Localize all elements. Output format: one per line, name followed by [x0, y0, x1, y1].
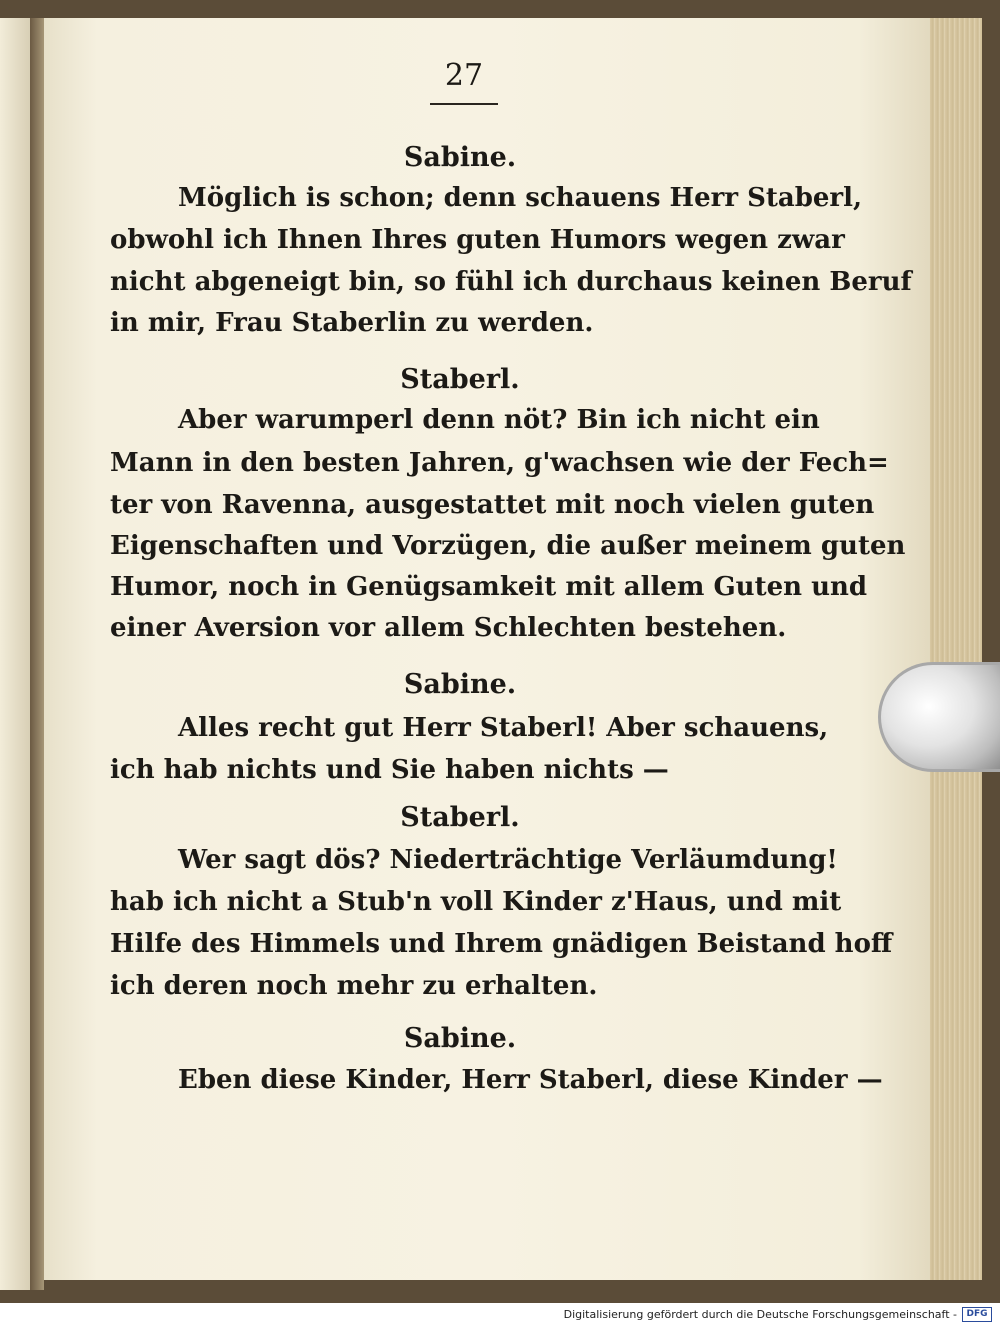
text-line: ter von Ravenna, ausgestattet mit noch vielen guten: [110, 490, 875, 520]
page-clip-tab: [878, 662, 1000, 772]
text-line: Eben diese Kinder, Herr Staberl, diese Kinder —: [178, 1065, 883, 1095]
text-line: ich hab nichts und Sie haben nichts —: [110, 755, 669, 785]
speaker-name: Staberl.: [400, 364, 520, 395]
text-line: Hilfe des Himmels und Ihrem gnädigen Beistand hoff: [110, 929, 893, 959]
text-line: einer Aversion vor allem Schlechten bestehen.: [110, 613, 787, 643]
text-line: Aber warumperl denn nöt? Bin ich nicht ein: [178, 405, 820, 435]
left-page-edge: [0, 18, 30, 1290]
page-number: 27: [444, 58, 484, 93]
book-gutter: [30, 18, 44, 1290]
text-line: Alles recht gut Herr Staberl! Aber schauens,: [178, 713, 829, 743]
text-line: Mann in den besten Jahren, g'wachsen wie der Fech=: [110, 448, 889, 478]
page-number-rule: [430, 103, 498, 105]
speaker-name: Sabine.: [403, 1023, 517, 1054]
text-line: in mir, Frau Staberlin zu werden.: [110, 308, 594, 338]
text-line: Möglich is schon; denn schauens Herr Staberl,: [178, 183, 863, 213]
speaker-name: Staberl.: [400, 802, 520, 833]
text-line: Humor, noch in Genügsamkeit mit allem Guten und: [110, 572, 868, 602]
text-line: ich deren noch mehr zu erhalten.: [110, 971, 598, 1001]
text-line: nicht abgeneigt bin, so fühl ich durchaus keinen Beruf: [110, 267, 912, 297]
speaker-name: Sabine.: [403, 669, 517, 700]
text-line: hab ich nicht a Stub'n voll Kinder z'Haus, und mit: [110, 887, 842, 917]
footer-credit: Digitalisierung gefördert durch die Deutsche Forschungsgemeinschaft -: [563, 1307, 957, 1321]
speaker-name: Sabine.: [403, 142, 517, 173]
dfg-logo: DFG: [962, 1307, 992, 1322]
text-line: Wer sagt dös? Niederträchtige Verläumdung!: [178, 845, 838, 875]
text-line: Eigenschaften und Vorzügen, die außer meinem guten: [110, 531, 906, 561]
text-line: obwohl ich Ihnen Ihres guten Humors wegen zwar: [110, 225, 845, 255]
page-stack-edge: [930, 18, 982, 1280]
digitization-footer: [564, 1306, 992, 1322]
